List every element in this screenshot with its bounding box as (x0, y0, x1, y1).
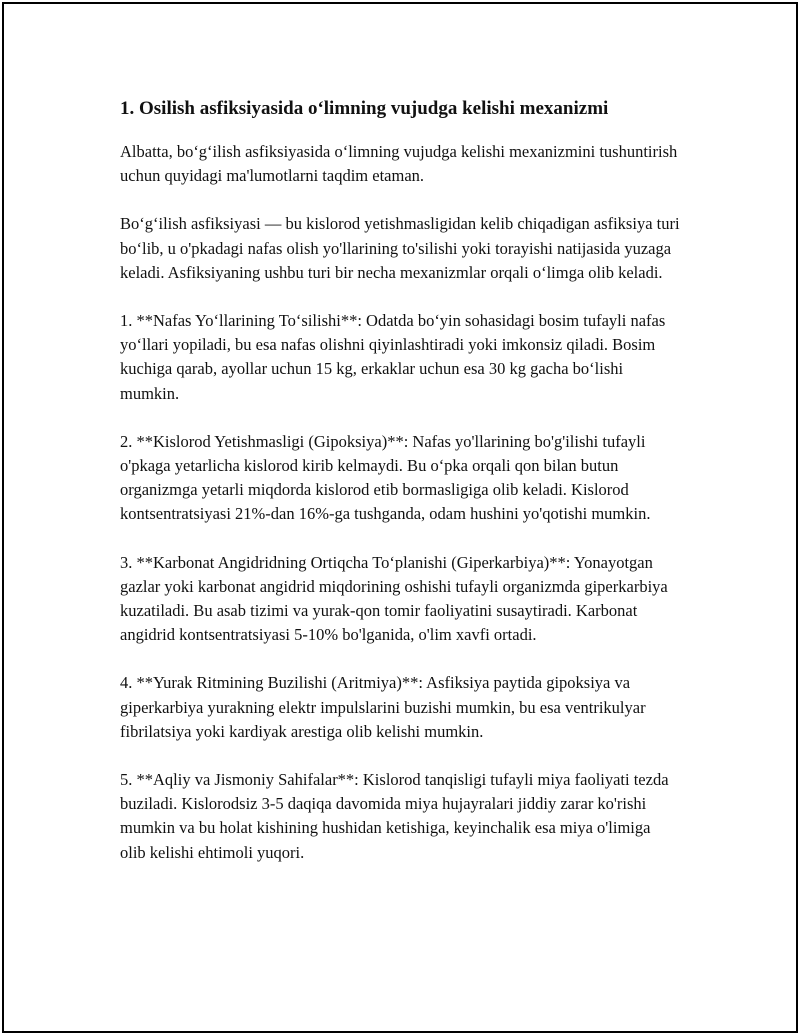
paragraph-airway-obstruction: 1. **Nafas Yo‘llarining To‘silishi**: Odatda bo‘yin sohasidagi bosim tufayli nafas yo‘llari yopiladi, bu esa nafas olishni qiyinlashtiradi yoki imkonsiz qiladi. Bosim kuchiga qarab, ayollar uchun 15 kg, erkaklar uchun esa 30 kg gacha bo‘lishi mumkin. (120, 311, 666, 403)
paragraph-arrhythmia: 4. **Yurak Ritmining Buzilishi (Aritmiya)**: Asfiksiya paytida gipoksiya va giperkarbiya yurakning elektr impulslarini buzishi mumkin, bu esa ventrikulyar fibrilatsiya yoki kardiyak arestiga olib kelishi mumkin. (120, 673, 646, 741)
paragraph-hypoxia: 2. **Kislorod Yetishmasligi (Gipoksiya)**: Nafas yo'llarining bo'g'ilishi tufayli o'pkaga yetarlicha kislorod kirib kelmaydi. Bu o‘pka orqali qon bilan butun organizmga yetarli miqdorda kislorod etib bormasligiga olib keladi. Kislorod kontsentratsiyasi 21%-dan 16%-ga tushganda, odam hushini yo'qotishi mumkin. (120, 431, 651, 524)
paragraph-hypercarbia: 3. **Karbonat Angidridning Ortiqcha To‘planishi (Giperkarbiya)**: Yonayotgan gazlar yoki karbonat angidrid miqdorining oshishi tufayli organizmda giperkarbiya kuzatiladi. Bu asab tizimi va yurak-qon tomir faoliyatini susaytiradi. Karbonat angidrid kontsentratsiyasi 5-10% bo'lganida, o'lim xavfi ortadi. (120, 552, 668, 645)
paragraph-definition: Bo‘g‘ilish asfiksiyasi — bu kislorod yetishmasligidan kelib chiqadigan asfiksiya turi bo‘lib, u o'pkadagi nafas olish yo'llarining to'silishi yoki torayishi natijasida yuzaga keladi. Asfiksiyaning ushbu turi bir necha mexanizmlar orqali o‘limga olib keladi. (120, 214, 680, 282)
document-title: 1. Osilish asfiksiyasida o‘limning vujudga kelishi mexanizmi (120, 98, 609, 119)
page-frame (2, 2, 798, 1033)
paragraph-intro: Albatta, bo‘g‘ilish asfiksiyasida o‘limning vujudga kelishi mexanizmini tushuntirish uchun quyidagi ma'lumotlarni taqdim etaman. (120, 142, 678, 186)
paragraph-brain-damage: 5. **Aqliy va Jismoniy Sahifalar**: Kislorod tanqisligi tufayli miya faoliyati tezda buziladi. Kislorodsiz 3-5 daqiqa davomida miya hujayralari jiddiy zarar ko'rishi mumkin va bu holat kishining hushidan ketishiga, keyinchalik esa miya o'limiga olib kelishi ehtimoli yuqori. (120, 770, 669, 862)
document-body (120, 96, 680, 889)
